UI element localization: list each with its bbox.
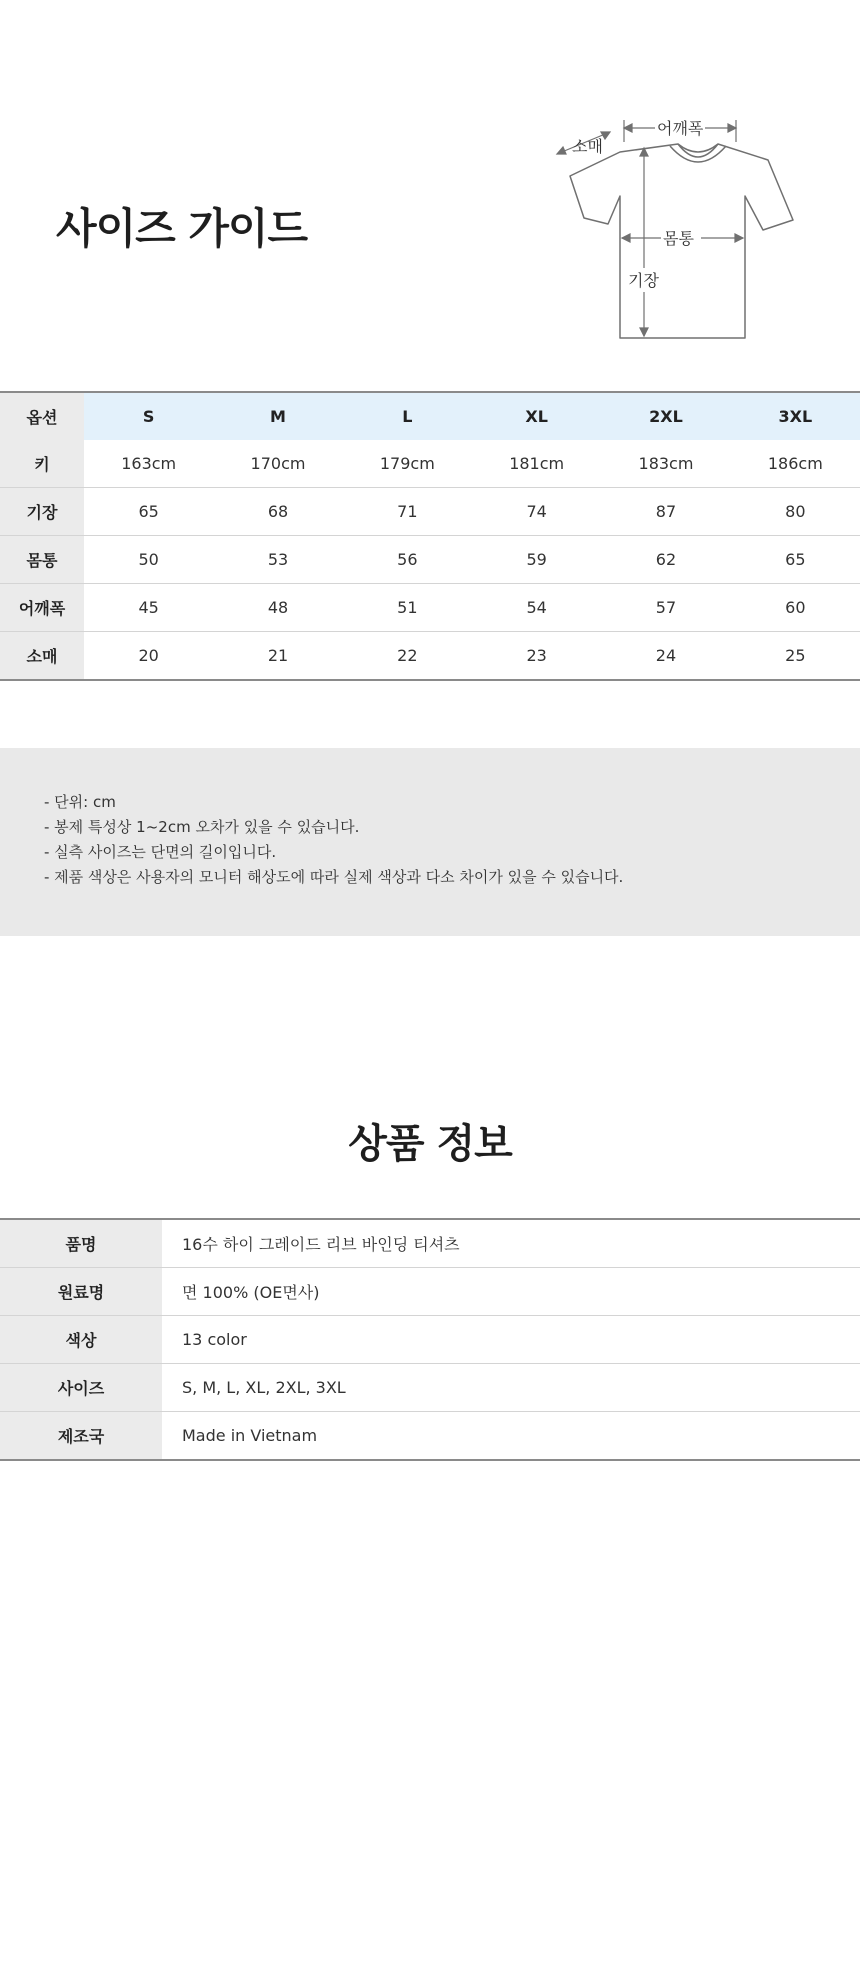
size-guide-title: 사이즈 가이드 [56, 204, 308, 253]
table-cell: 183cm [601, 440, 730, 488]
table-cell: 54 [472, 584, 601, 632]
table-row [0, 1364, 860, 1412]
row-label: 소매 [0, 632, 84, 681]
table-cell: 48 [213, 584, 342, 632]
info-label: 사이즈 [0, 1364, 162, 1412]
table-row [0, 1412, 860, 1461]
table-cell: 57 [601, 584, 730, 632]
sleeve-label: 소매 [572, 137, 603, 156]
product-info-title: 상품 정보 [348, 1121, 512, 1167]
table-cell: 23 [526, 646, 547, 665]
table-cell: 62 [601, 536, 730, 584]
info-value: Made in Vietnam [182, 1426, 318, 1445]
info-label: 색상 [0, 1316, 162, 1364]
notes-box [0, 748, 860, 936]
table-cell: 56 [343, 536, 472, 584]
table-row [0, 1219, 860, 1268]
size-column-header: M [213, 392, 342, 440]
table-cell: 24 [655, 646, 677, 665]
table-cell: 21 [267, 646, 289, 665]
table-cell: 186cm [731, 440, 860, 488]
info-label: 원료명 [0, 1268, 162, 1316]
table-row [0, 536, 860, 584]
table-cell: 45 [84, 584, 213, 632]
table-cell: 65 [731, 536, 860, 584]
table-row [0, 488, 860, 536]
table-cell: 170cm [213, 440, 342, 488]
table-cell: 163cm [84, 440, 213, 488]
row-label: 키 [0, 440, 84, 488]
size-column-header: 2XL [601, 392, 730, 440]
table-row [0, 440, 860, 488]
info-label: 제조국 [0, 1412, 162, 1461]
size-column-header: 3XL [731, 392, 860, 440]
table-cell: 80 [731, 488, 860, 536]
note-item: - 단위: cm [44, 793, 116, 811]
info-label: 품명 [0, 1219, 162, 1268]
table-cell: 59 [472, 536, 601, 584]
size-column-header: S [84, 392, 213, 440]
table-cell: 25 [785, 646, 806, 665]
note-item: - 봉제 특성상 1~2cm 오차가 있을 수 있습니다. [44, 818, 360, 836]
option-header: 옵션 [0, 392, 84, 440]
info-value: 면 100% (OE면사) [162, 1268, 860, 1316]
table-cell: 50 [84, 536, 213, 584]
table-cell: 22 [397, 646, 418, 665]
product-info-table [0, 1218, 860, 1461]
notes-list [44, 790, 860, 890]
size-column-header: XL [472, 392, 601, 440]
table-row [0, 1316, 860, 1364]
table-cell: 65 [84, 488, 213, 536]
table-cell: 20 [138, 646, 159, 665]
table-cell: 74 [472, 488, 601, 536]
row-label: 어깨폭 [0, 584, 84, 632]
size-table-header-row [0, 392, 860, 440]
tshirt-diagram [548, 112, 808, 348]
info-value: 16수 하이 그레이드 리브 바인딩 티셔츠 [162, 1219, 860, 1268]
note-item: - 제품 색상은 사용자의 모니터 해상도에 따라 실제 색상과 다소 차이가 있을 수 있습니다. [44, 868, 624, 886]
shoulder-label: 어깨폭 [657, 119, 704, 138]
info-value: S, M, L, XL, 2XL, 3XL [162, 1364, 860, 1412]
note-item: - 실측 사이즈는 단면의 길이입니다. [44, 843, 277, 861]
length-label: 기장 [628, 271, 659, 290]
table-cell: 53 [213, 536, 342, 584]
table-cell: 68 [213, 488, 342, 536]
row-label: 몸통 [0, 536, 84, 584]
size-column-header: L [343, 392, 472, 440]
table-cell: 60 [731, 584, 860, 632]
table-cell: 87 [601, 488, 730, 536]
size-table [0, 391, 860, 681]
table-row [0, 632, 860, 681]
table-row [0, 1268, 860, 1316]
table-cell: 51 [343, 584, 472, 632]
table-cell: 71 [343, 488, 472, 536]
table-row [0, 584, 860, 632]
table-cell: 181cm [472, 440, 601, 488]
table-cell: 179cm [343, 440, 472, 488]
row-label: 기장 [0, 488, 84, 536]
info-value: 13 color [162, 1316, 860, 1364]
chest-label: 몸통 [663, 229, 694, 248]
